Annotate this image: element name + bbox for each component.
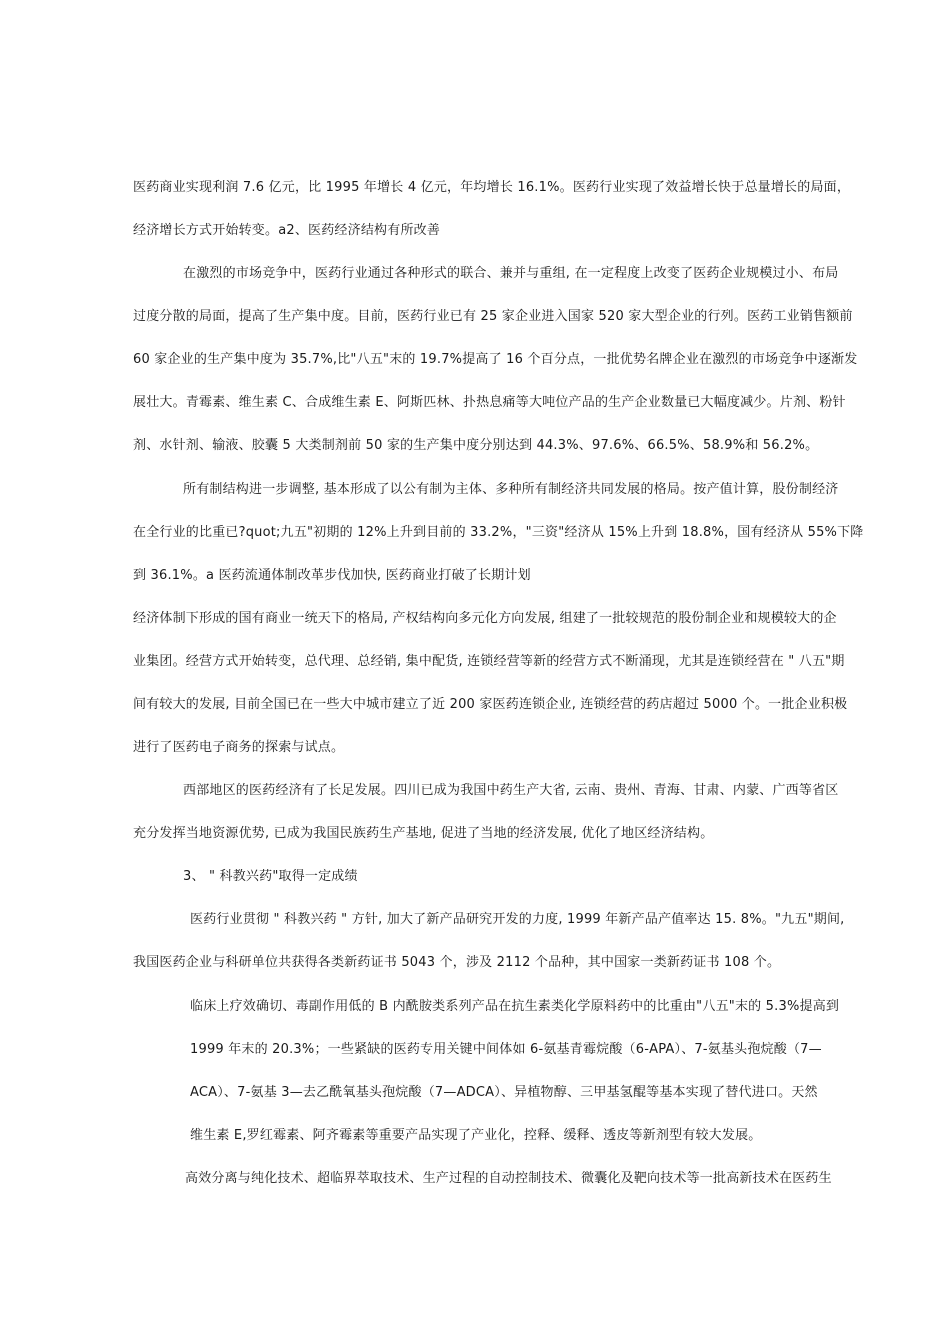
- text-line: 1999 年末的 20.3%；一些紧缺的医药专用关键中间体如 6-氨基青霉烷酸（6-APA）、7-氨基头孢烷酸（7—: [190, 1042, 822, 1057]
- text-line: 经济增长方式开始转变。a2、医药经济结构有所改善: [133, 223, 441, 238]
- section-heading: 3、 " 科教兴药"取得一定成绩: [183, 869, 358, 884]
- text-line: 在全行业的比重已?quot;九五"初期的 12%上升到目前的 33.2%，"三资"经济从 15%上升到 18.8%，国有经济从 55%下降: [133, 525, 864, 540]
- text-line: 展壮大。青霉素、维生素 C、合成维生素 E、阿斯匹林、扑热息痛等大吨位产品的生产企业数量已大幅度减少。片剂、粉针: [133, 395, 846, 410]
- text-line: 充分发挥当地资源优势, 已成为我国民族药生产基地, 促进了当地的经济发展, 优化了地区经济结构。: [133, 826, 714, 841]
- text-line: 间有较大的发展, 目前全国已在一些大中城市建立了近 200 家医药连锁企业, 连锁经营的药店超过 5000 个。一批企业积极: [133, 697, 848, 712]
- text-line: 医药行业贯彻 " 科教兴药 " 方针, 加大了新产品研究开发的力度, 1999 年新产品产值率达 15. 8%。"九五"期间,: [190, 912, 845, 927]
- text-line: 进行了医药电子商务的探索与试点。: [133, 740, 345, 755]
- text-line: 医药商业实现利润 7.6 亿元，比 1995 年增长 4 亿元，年均增长 16.1%。医药行业实现了效益增长快于总量增长的局面，: [133, 180, 851, 195]
- text-line: 高效分离与纯化技术、超临界萃取技术、生产过程的自动控制技术、微囊化及靶向技术等一批高新技术在医药生: [185, 1171, 832, 1186]
- text-line: 维生素 E,罗红霉素、阿齐霉素等重要产品实现了产业化，控释、缓释、透皮等新剂型有较大发展。: [190, 1128, 762, 1143]
- text-line: 业集团。经营方式开始转变，总代理、总经销, 集中配货, 连锁经营等新的经营方式不断涌现，尤其是连锁经营在 " 八五"期: [133, 654, 845, 669]
- text-line: 到 36.1%。a 医药流通体制改革步伐加快, 医药商业打破了长期计划: [133, 568, 531, 583]
- text-line: 剂、水针剂、输液、胶囊 5 大类制剂前 50 家的生产集中度分别达到 44.3%、97.6%、66.5%、58.9%和 56.2%。: [133, 438, 819, 453]
- text-line: 临床上疗效确切、毒副作用低的 B 内酰胺类系列产品在抗生素类化学原料药中的比重由"八五"末的 5.3%提高到: [190, 999, 840, 1014]
- text-line: 在激烈的市场竞争中，医药行业通过各种形式的联合、兼并与重组, 在一定程度上改变了医药企业规模过小、布局: [183, 266, 839, 281]
- text-line: 过度分散的局面，提高了生产集中度。目前，医药行业已有 25 家企业进入国家 520 家大型企业的行列。医药工业销售额前: [133, 309, 853, 324]
- text-line: 所有制结构进一步调整, 基本形成了以公有制为主体、多种所有制经济共同发展的格局。按产值计算，股份制经济: [183, 482, 839, 497]
- text-line: 西部地区的医药经济有了长足发展。四川已成为我国中药生产大省, 云南、贵州、青海、甘肃、内蒙、广西等省区: [183, 783, 839, 798]
- text-line: 经济体制下形成的国有商业一统天下的格局, 产权结构向多元化方向发展, 组建了一批较规范的股份制企业和规模较大的企: [133, 611, 837, 626]
- text-line: ACA）、7-氨基 3—去乙酰氧基头孢烷酸（7—ADCA）、异植物醇、三甲基氢醌等基本实现了替代进口。天然: [190, 1085, 818, 1100]
- text-line: 60 家企业的生产集中度为 35.7%,比"八五"末的 19.7%提高了 16 个百分点，一批优势名牌企业在激烈的市场竞争中逐渐发: [133, 352, 858, 367]
- text-line: 我国医药企业与科研单位共获得各类新药证书 5043 个，涉及 2112 个品种，其中国家一类新药证书 108 个。: [133, 955, 781, 970]
